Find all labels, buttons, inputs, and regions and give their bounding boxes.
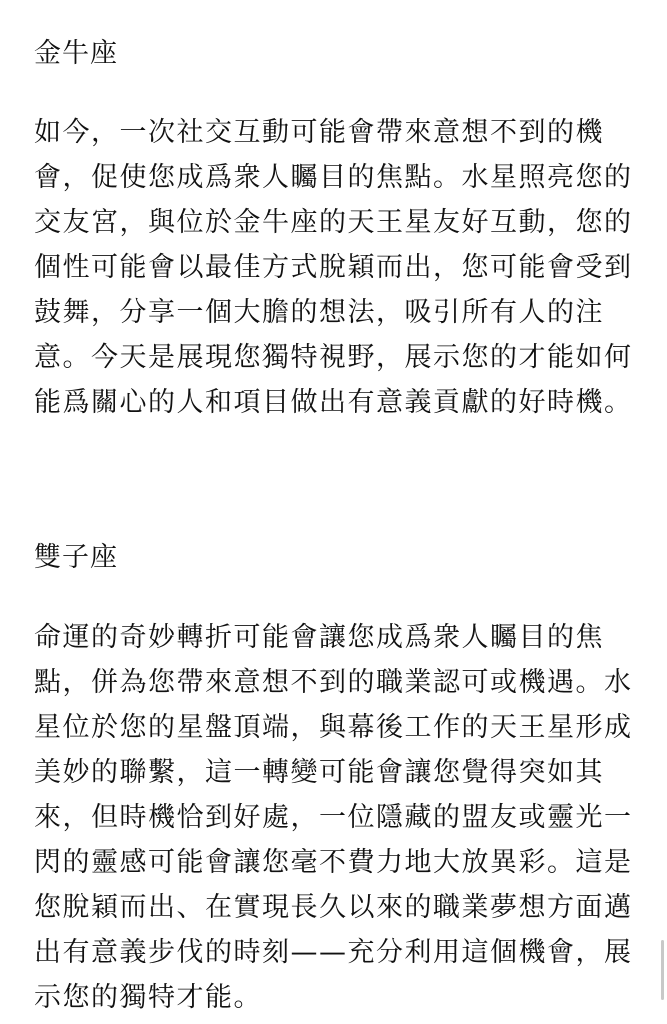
sign-title-taurus: 金牛座 — [34, 38, 118, 69]
scrollbar-thumb[interactable] — [661, 940, 664, 1000]
horoscope-text-gemini: 命運的奇妙轉折可能會讓您成爲衆人矚目的焦點，併為您帶來意想不到的職業認可或機遇。水星位於您的星盤頂端，與幕後工作的天王星形成美妙的聯繫，這一轉變可能會讓您覺得突如其來，但時機恰到好處，一位隱藏的盟友或靈光一閃的靈感可能會讓您毫不費力地大放異彩。這是您脫穎而出、在實現長久以來的職業夢想方面邁出有意義步伐的時刻——充分利用這個機會，展示您的獨特才能。 — [34, 622, 633, 1013]
sign-title-gemini: 雙子座 — [34, 542, 118, 573]
horoscope-text-taurus: 如今，一次社交互動可能會帶來意想不到的機會，促使您成爲衆人矚目的焦點。水星照亮您的交友宮，與位於金牛座的天王星友好互動，您的個性可能會以最佳方式脫穎而出，您可能會受到鼓舞，分享一個大膽的想法，吸引所有人的注意。今天是展現您獨特視野，展示您的才能如何能爲關心的人和項目做出有意義貢獻的好時機。 — [34, 117, 633, 418]
